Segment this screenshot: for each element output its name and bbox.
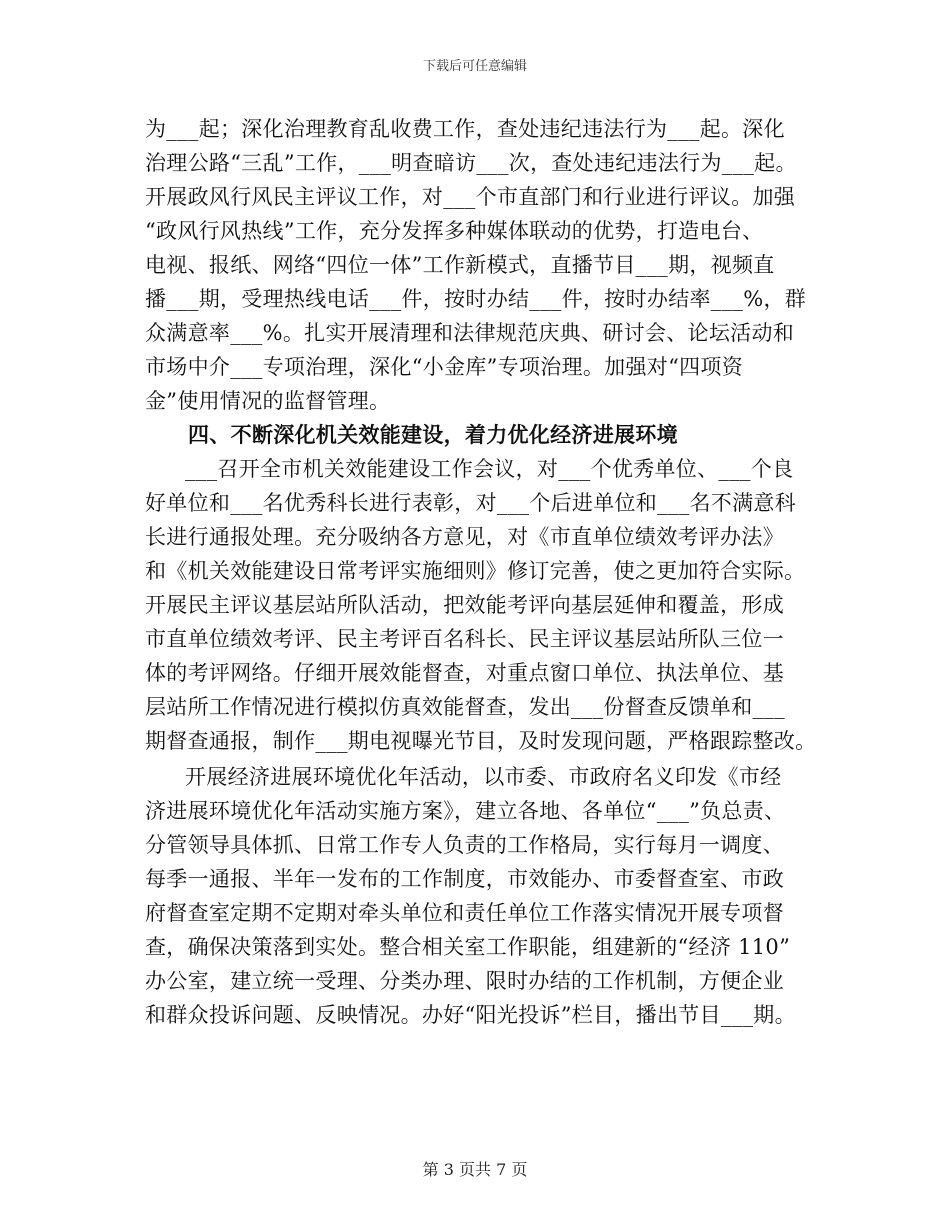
body-line: 市场中介___专项治理，深化“小金库”专项治理。加强对“四项资 <box>145 355 744 379</box>
body-line: 府督查室定期不定期对牵头单位和责任单位工作落实情况开展专项督 <box>145 901 784 925</box>
body-line: ___召开全市机关效能建设工作会议，对___个优秀单位、___个良 <box>185 457 794 481</box>
section-heading: 四、不断深化机关效能建设，着力优化经济进展环境 <box>188 422 678 447</box>
body-line: 办公室，建立统一受理、分类办理、限时办结的工作机制，方便企业 <box>145 969 784 993</box>
body-line: 播___期，受理热线电话___件，按时办结___件，按时办结率___%，群 <box>145 287 807 311</box>
body-line: 电视、报纸、网络“四位一体”工作新模式，直播节目___期，视频直 <box>145 253 775 277</box>
body-line: 和群众投诉问题、反映情况。办好“阳光投诉”栏目，播出节目___期。 <box>145 1003 796 1027</box>
body-line: 长进行通报处理。充分吸纳各方意见，对《市直单位绩效考评办法》 <box>145 525 784 549</box>
body-line: 和《机关效能建设日常考评实施细则》修订完善，使之更加符合实际。 <box>145 559 806 583</box>
body-line: 金”使用情况的监督管理。 <box>145 389 391 413</box>
body-line: 分管领导具体抓、日常工作专人负责的工作格局，实行每月一调度、 <box>145 833 784 857</box>
body-line: 众满意率___%。扎实开展清理和法律规范庆典、研讨会、论坛活动和 <box>145 321 795 345</box>
body-line: 查，确保决策落到实处。整合相关室工作职能，组建新的“经济 110” <box>145 935 791 959</box>
body-line: 好单位和___名优秀科长进行表彰，对___个后进单位和___名不满意科 <box>145 491 796 515</box>
body-line: “政风行风热线”工作，充分发挥多种媒体联动的优势，打造电台、 <box>145 219 764 243</box>
body-line: 层站所工作情况进行模拟仿真效能督查，发出___份督查反馈单和___ <box>145 695 785 719</box>
body-line: 体的考评网络。仔细开展效能督查，对重点窗口单位、执法单位、基 <box>145 661 784 685</box>
page-header: 下载后可任意编辑 <box>422 59 527 74</box>
body-line: 开展政风行风民主评议工作，对___个市直部门和行业进行评议。加强 <box>145 185 796 209</box>
body-line: 开展经济进展环境优化年活动，以市委、市政府名义印发《市经 <box>185 765 782 789</box>
body-line: 期督查通报，制作___期电视曝光节目，及时发现问题，严格跟踪整改。 <box>145 729 817 753</box>
body-line: 市直单位绩效考评、民主考评百名科长、民主评议基层站所队三位一 <box>145 627 784 651</box>
page-footer: 第 3 页共 7 页 <box>422 1160 528 1179</box>
body-line: 为___起；深化治理教育乱收费工作，查处违纪违法行为___起。深化 <box>145 117 785 141</box>
body-line: 济进展环境优化年活动实施方案》，建立各地、各单位“___”负总责、 <box>145 799 786 823</box>
body-line: 治理公路“三乱”工作，___明查暗访___次，查处违纪违法行为___起。 <box>145 151 797 175</box>
body-line: 每季一通报、半年一发布的工作制度，市效能办、市委督查室、市政 <box>145 867 784 891</box>
body-line: 开展民主评议基层站所队活动，把效能考评向基层延伸和覆盖，形成 <box>145 593 784 617</box>
